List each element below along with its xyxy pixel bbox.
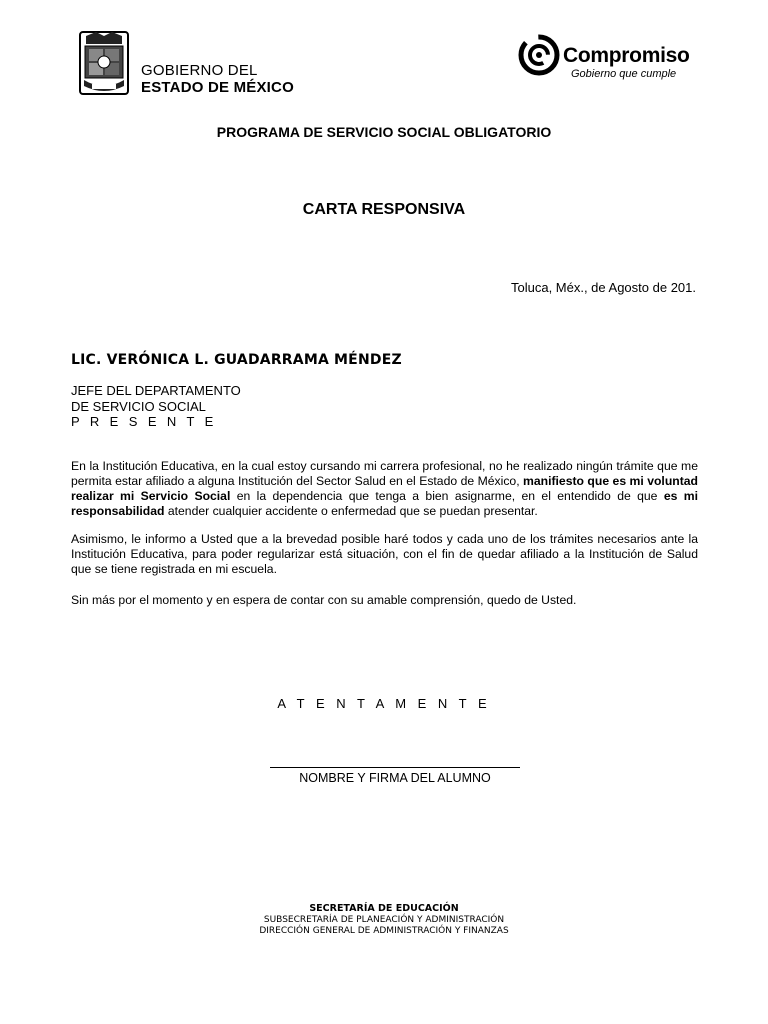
signature-label: NOMBRE Y FIRMA DEL ALUMNO <box>299 771 491 785</box>
presente-salutation: P R E S E N T E <box>71 414 217 429</box>
paragraph-1-text-b: en la dependencia que tenga a bien asignarme, en el entendido de que <box>230 489 664 503</box>
body-paragraph-2: Asimismo, le informo a Usted que a la brevedad posible haré todos y cada uno de los trámites necesarios ante la Institución Educativa, para poder regularizar está situación, con el fin de quedar afiliado a la Institución de Salud que se tiene registrada en mi escuela. <box>71 532 698 576</box>
recipient-department-line2: DE SERVICIO SOCIAL <box>71 399 206 414</box>
footer-direccion: DIRECCIÓN GENERAL DE ADMINISTRACIÓN Y FINANZAS <box>259 926 509 936</box>
footer-subsecretaria: SUBSECRETARÍA DE PLANEACIÓN Y ADMINISTRACIÓN <box>263 915 505 925</box>
place-date: Toluca, Méx., de Agosto de 201. <box>510 280 696 295</box>
paragraph-1-text-a: En la Institución Educativa, en la cual estoy cursando mi carrera profesional, no he realizado ningún trámite que me permita estar afiliado a alguna Institución del Sector Salud en el Estado de México, <box>71 459 698 488</box>
footer-secretaria: SECRETARÍA DE EDUCACIÓN <box>309 903 459 914</box>
body-paragraph-1 <box>71 459 698 519</box>
compromiso-spiral-icon <box>518 34 560 76</box>
government-name-line1: GOBIERNO DEL <box>141 62 258 79</box>
paragraph-1-bold-b: es mi responsabilidad <box>71 489 698 518</box>
closing-atentamente: A T E N T A M E N T E <box>277 696 491 711</box>
recipient-name: LIC. VERÓNICA L. GUADARRAMA MÉNDEZ <box>71 352 402 368</box>
body-paragraph-3: Sin más por el momento y en espera de contar con su amable comprensión, quedo de Usted. <box>71 593 577 607</box>
paragraph-1-text-c: atender cualquier accidente o enfermedad que se puedan presentar. <box>164 504 538 518</box>
program-title: PROGRAMA DE SERVICIO SOCIAL OBLIGATORIO <box>216 124 552 140</box>
compromiso-tagline: Gobierno que cumple <box>571 68 677 80</box>
signature-line <box>270 767 520 768</box>
paragraph-1-bold-a: manifiesto que es mi voluntad realizar mi Servicio Social <box>71 474 698 503</box>
estado-de-mexico-coat-of-arms-icon <box>78 30 130 96</box>
compromiso-name: Compromiso <box>563 44 690 67</box>
government-name-line2: ESTADO DE MÉXICO <box>141 79 294 96</box>
document-title: CARTA RESPONSIVA <box>302 201 466 218</box>
recipient-department-line1: JEFE DEL DEPARTAMENTO <box>71 383 241 398</box>
